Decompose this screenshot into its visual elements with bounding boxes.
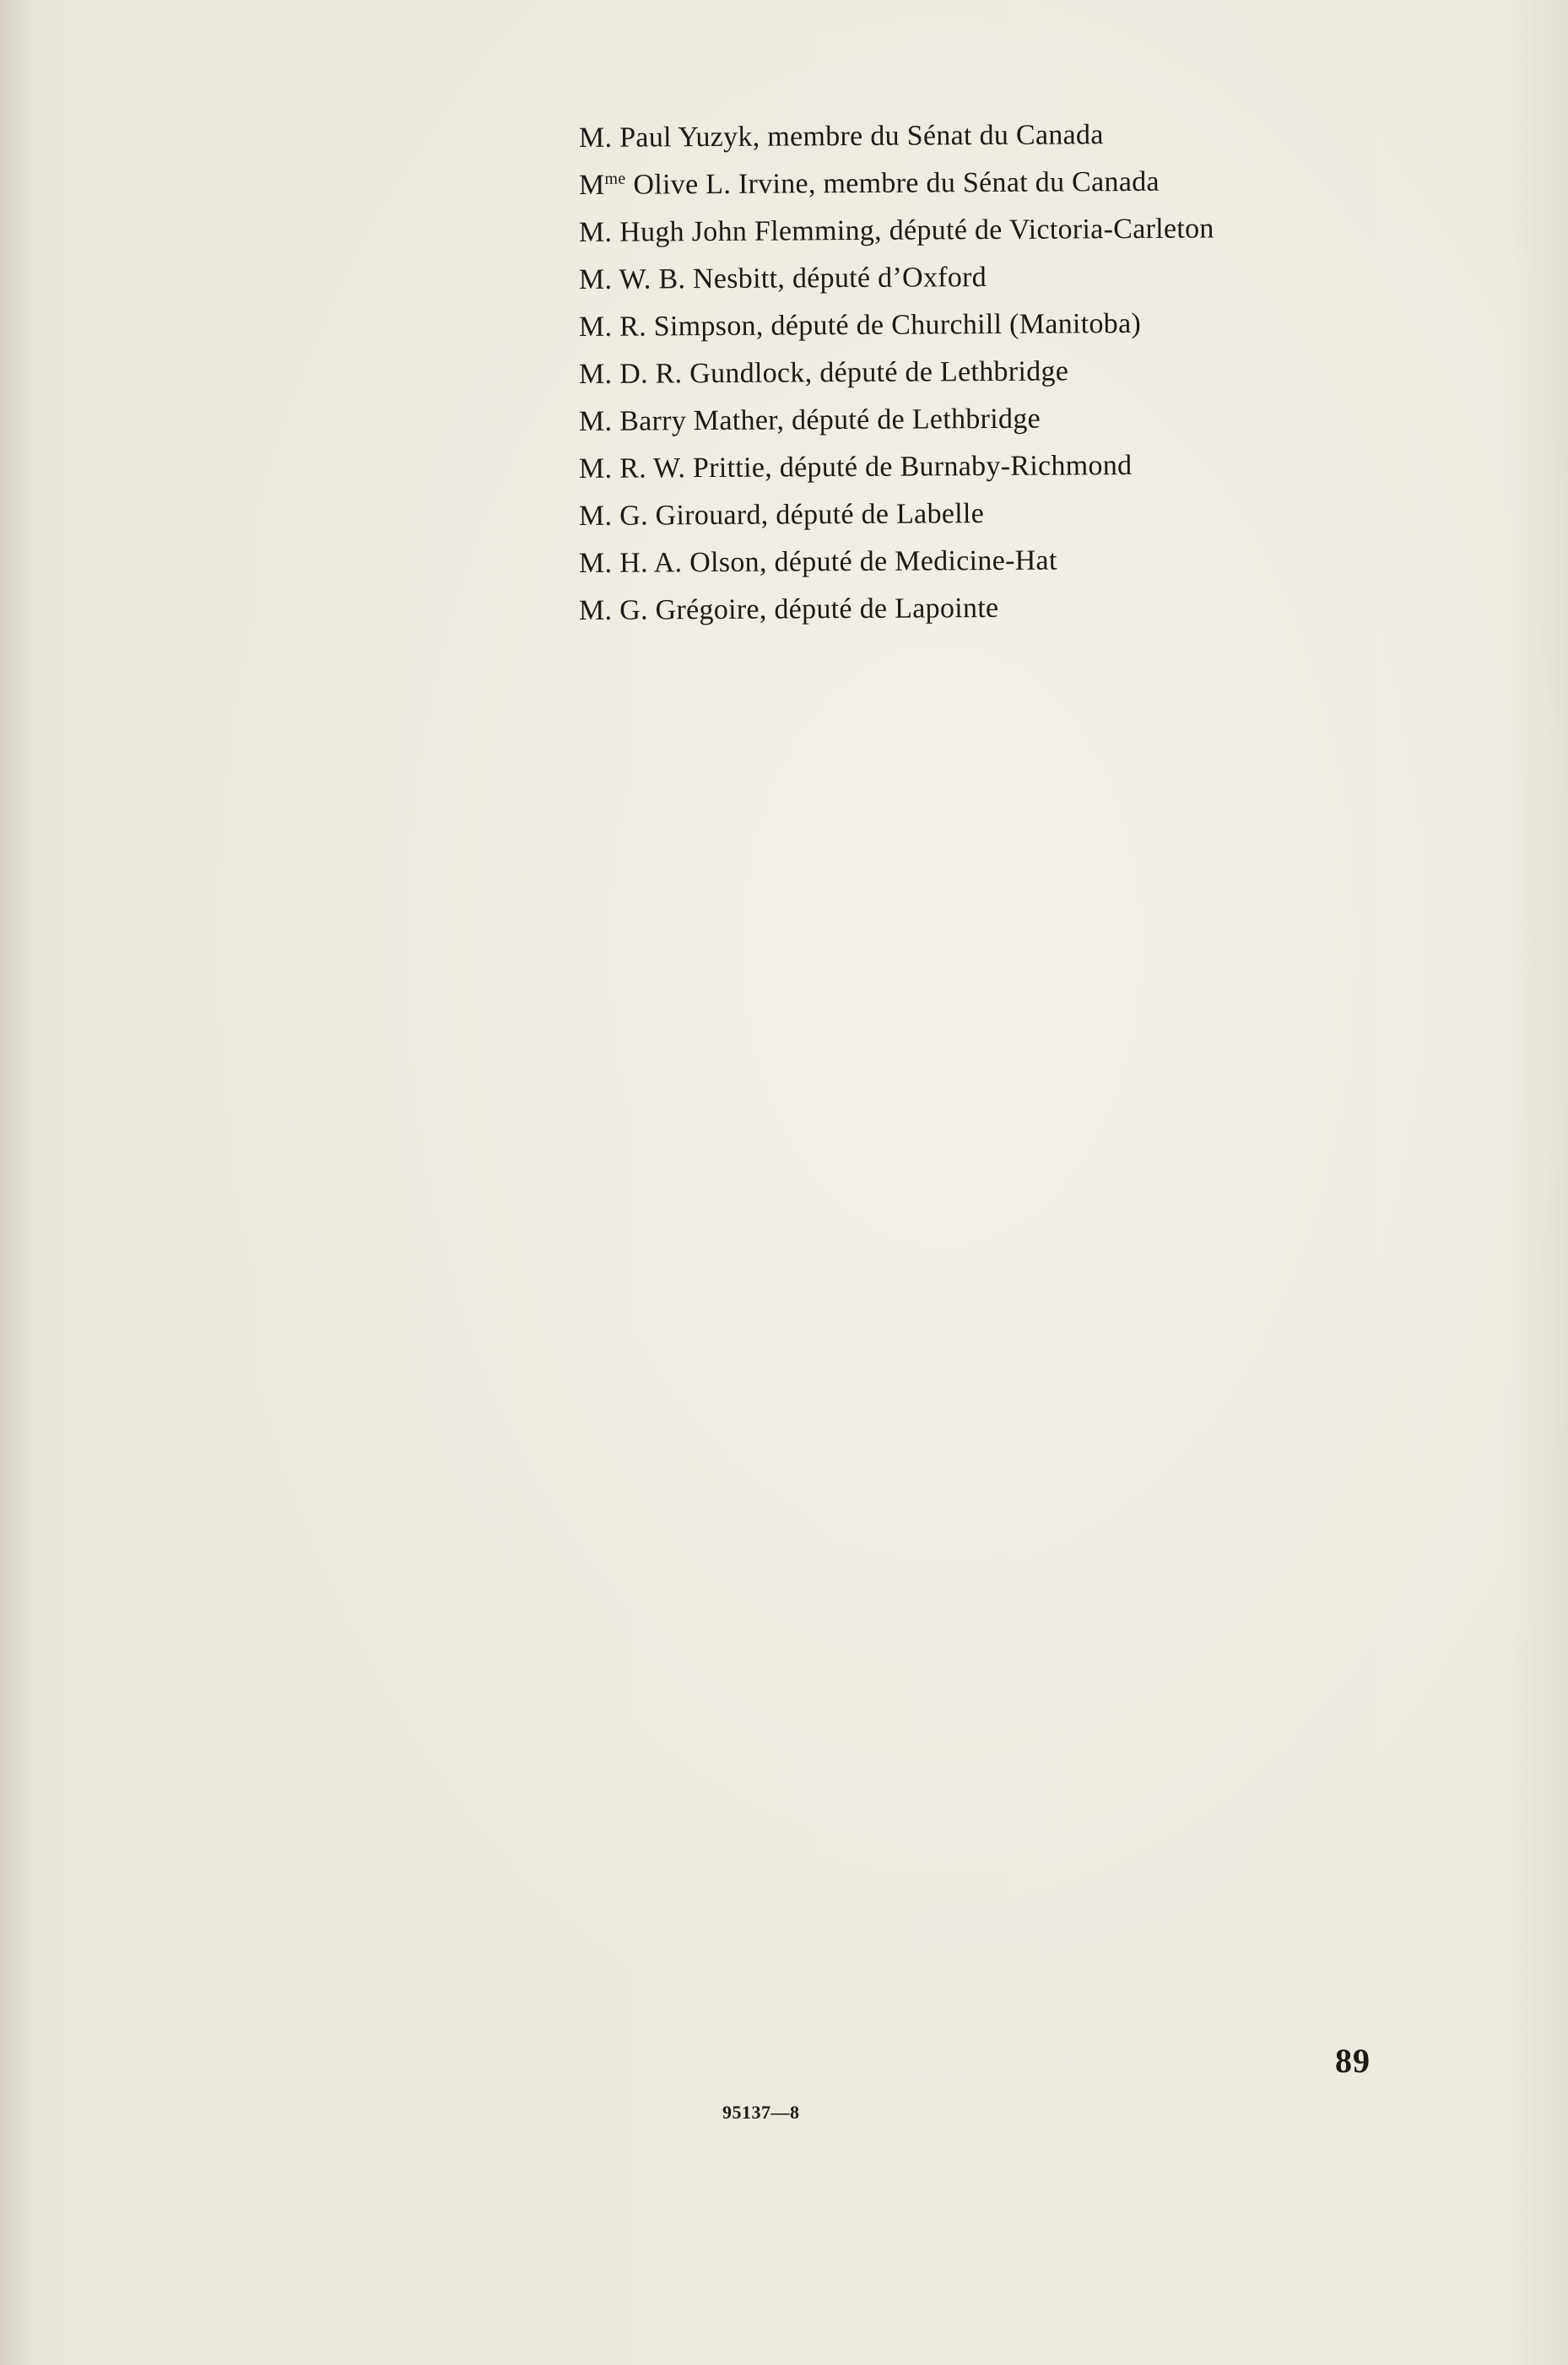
- member-line: [579, 393, 1440, 446]
- member-prefix: M.: [578, 594, 613, 626]
- member-line: [579, 582, 1440, 635]
- member-text: Paul Yuzyk, membre du Sénat du Canada: [619, 119, 1104, 154]
- member-line: [579, 346, 1440, 398]
- member-line: [579, 299, 1440, 351]
- member-prefix: M.: [578, 122, 613, 154]
- member-list: [579, 115, 1440, 635]
- member-line: [579, 535, 1440, 587]
- member-text: R. Simpson, député de Churchill (Manitoba): [619, 307, 1142, 343]
- print-code: 95137—8: [722, 2102, 800, 2123]
- member-text: D. R. Gundlock, député de Lethbridge: [619, 355, 1069, 390]
- member-line: [579, 110, 1440, 162]
- member-prefix-base: M: [578, 169, 605, 201]
- member-line: [579, 441, 1440, 493]
- member-prefix: M.: [578, 358, 613, 390]
- member-line: [579, 252, 1440, 304]
- member-text: Hugh John Flemming, député de Victoria-Carleton: [619, 213, 1214, 248]
- member-text: G. Grégoire, député de Lapointe: [619, 592, 999, 626]
- page-number: 89: [1335, 2042, 1371, 2080]
- member-line: [579, 157, 1440, 209]
- member-prefix: M.: [578, 311, 613, 343]
- member-line: [579, 488, 1440, 540]
- member-text: Olive L. Irvine, membre du Sénat du Canada: [633, 165, 1160, 201]
- member-text: G. Girouard, député de Labelle: [619, 498, 985, 532]
- member-text: Barry Mather, député de Lethbridge: [619, 403, 1041, 437]
- member-text: W. B. Nesbitt, député d’Oxford: [619, 262, 987, 295]
- member-text: R. W. Prittie, député de Burnaby-Richmond: [619, 449, 1133, 484]
- member-prefix: M.: [578, 405, 613, 437]
- member-prefix: M.: [578, 216, 613, 248]
- member-line: [579, 204, 1440, 257]
- member-prefix-superscript: me: [604, 169, 626, 188]
- member-prefix: M.: [578, 263, 613, 295]
- member-prefix: M.: [578, 500, 613, 532]
- member-text: H. A. Olson, député de Medicine-Hat: [619, 544, 1057, 579]
- member-prefix: M.: [578, 452, 613, 484]
- member-prefix: M.: [578, 547, 613, 579]
